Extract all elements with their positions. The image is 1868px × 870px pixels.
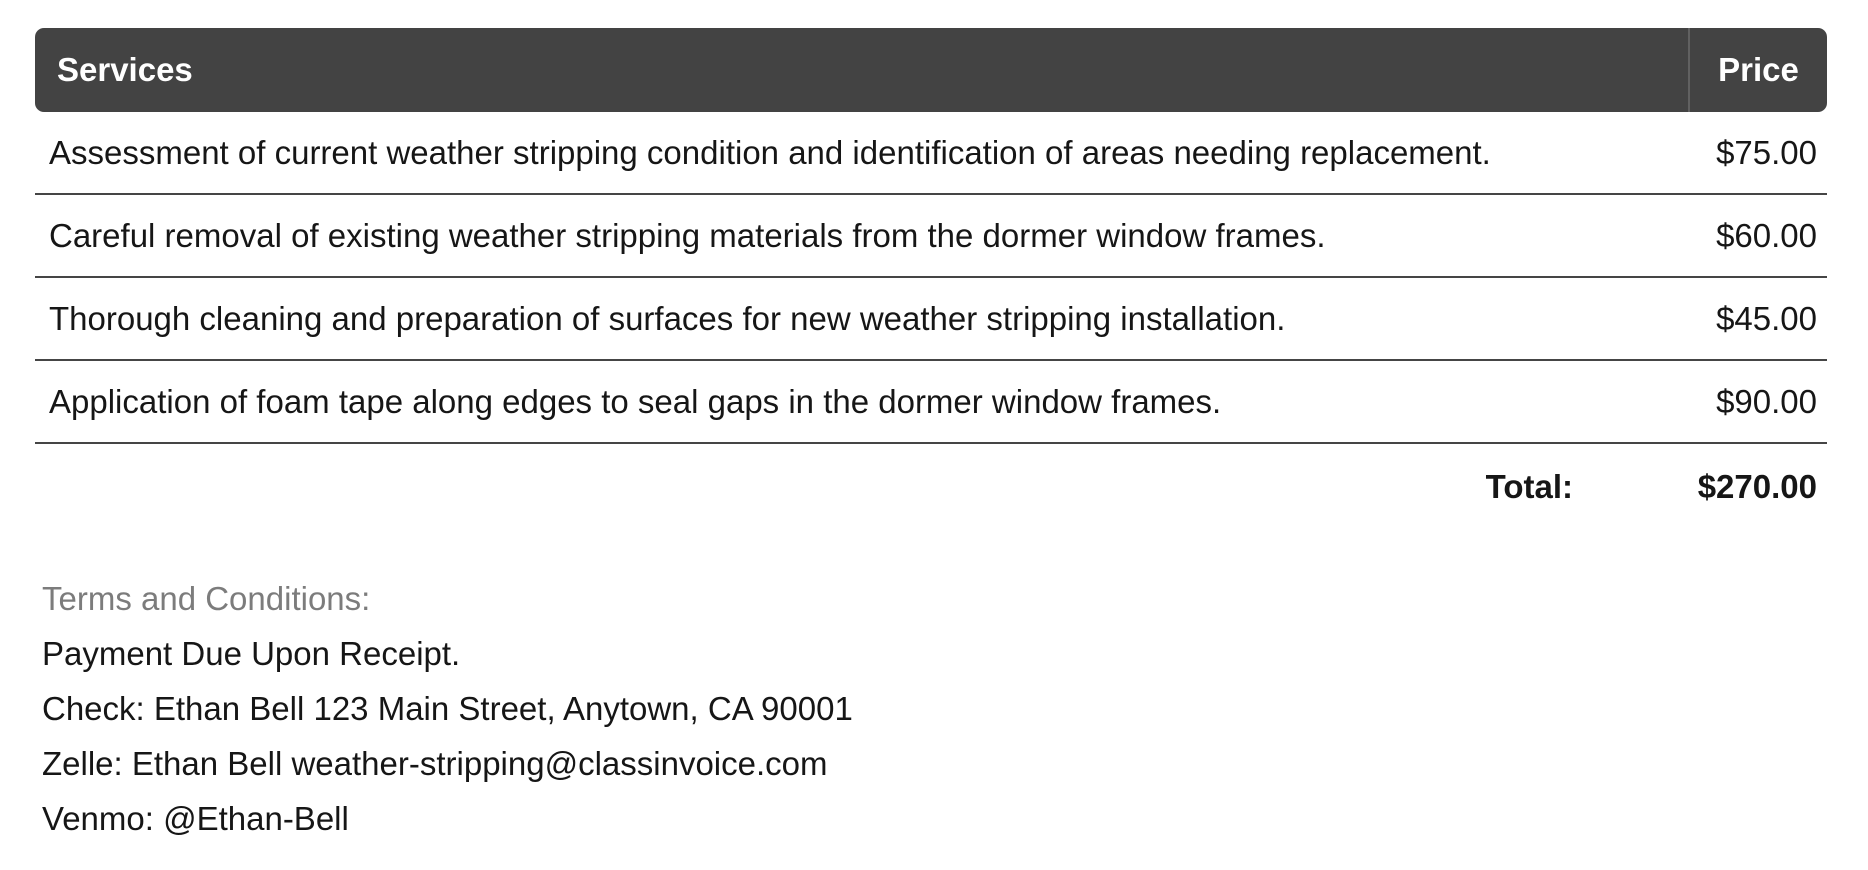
service-description: Thorough cleaning and preparation of surfaces for new weather stripping installation.: [49, 299, 1286, 337]
table-row: [35, 112, 1827, 195]
table-row: [35, 195, 1827, 278]
total-row: [35, 444, 1827, 524]
service-description: Careful removal of existing weather stripping materials from the dormer window frames.: [49, 216, 1326, 254]
terms-section: [42, 572, 1828, 846]
table-header-row: [35, 28, 1827, 112]
terms-line-payment-due: Payment Due Upon Receipt.: [42, 635, 461, 672]
service-price: $60.00: [1716, 216, 1817, 254]
terms-line-venmo: Venmo: @Ethan-Bell: [42, 800, 349, 837]
total-amount: $270.00: [1697, 468, 1817, 505]
service-description: Application of foam tape along edges to seal gaps in the dormer window frames.: [49, 382, 1222, 420]
service-price: $75.00: [1716, 133, 1817, 171]
terms-heading: Terms and Conditions:: [42, 580, 371, 617]
total-label: Total:: [1485, 468, 1573, 505]
services-price-table: [35, 28, 1827, 524]
table-row: [35, 278, 1827, 361]
service-price: $90.00: [1716, 382, 1817, 420]
service-description: Assessment of current weather stripping condition and identification of areas needing replacement.: [49, 133, 1491, 171]
table-row: [35, 361, 1827, 444]
terms-line-zelle: Zelle: Ethan Bell weather-stripping@classinvoice.com: [42, 745, 828, 782]
terms-line-check: Check: Ethan Bell 123 Main Street, Anytown, CA 90001: [42, 690, 853, 727]
price-column-header: Price: [1718, 51, 1799, 88]
services-column-header: Services: [57, 51, 193, 88]
service-price: $45.00: [1716, 299, 1817, 337]
